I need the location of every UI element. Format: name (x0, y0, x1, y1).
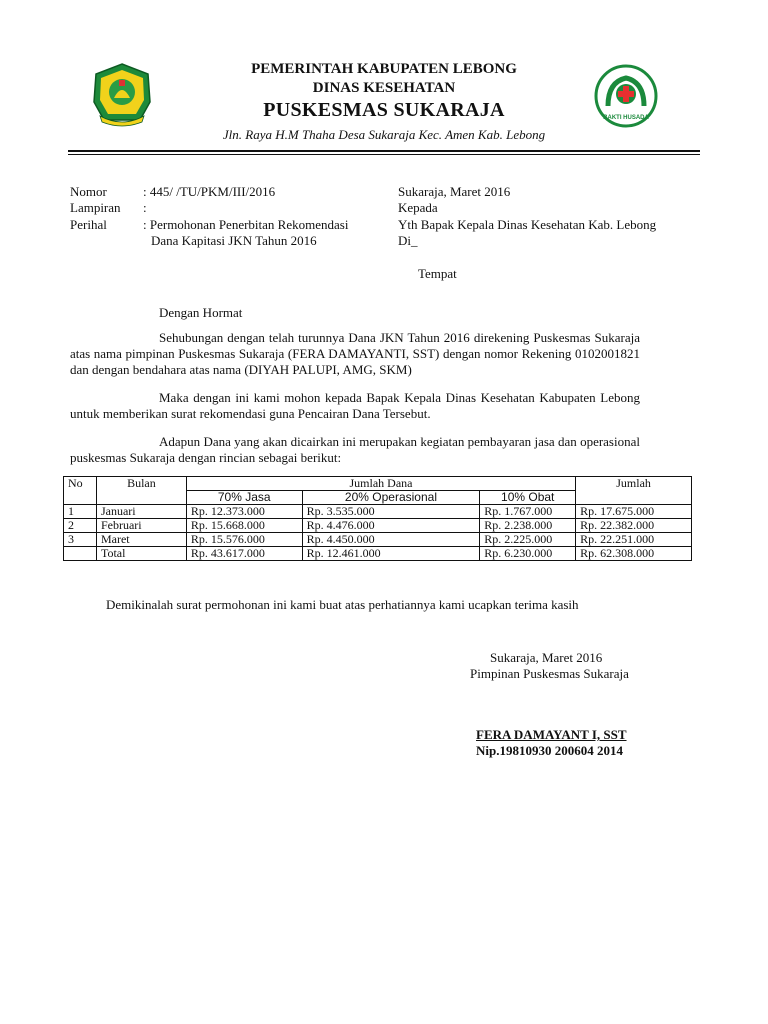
recipient-name: Yth Bapak Kepala Dinas Kesehatan Kab. Lebong (398, 217, 657, 232)
cell-jumlah: Rp. 22.251.000 (576, 533, 692, 547)
cell-bulan: Januari (96, 505, 186, 519)
cell-jumlah: Rp. 17.675.000 (576, 505, 692, 519)
lampiran-value: : (143, 200, 147, 215)
signatory-name: FERA DAMAYANT I, SST (476, 727, 627, 742)
header-no: No (64, 477, 97, 505)
header-jumlah: Jumlah (576, 477, 692, 505)
recipient-di: Di_ (398, 233, 418, 248)
kepada-text: Kepada (398, 200, 438, 215)
nomor-label: Nomor (70, 184, 107, 199)
perihal-value-1: : Permohonan Penerbitan Rekomendasi (143, 217, 349, 232)
signatory-nip: Nip.19810930 200604 2014 (476, 743, 623, 758)
header-operasional: 20% Operasional (302, 491, 480, 505)
cell-obat: Rp. 2.225.000 (480, 533, 576, 547)
lampiran-label: Lampiran (70, 200, 121, 215)
cell-obat: Rp. 6.230.000 (480, 547, 576, 561)
cell-no: 2 (64, 519, 97, 533)
salutation: Dengan Hormat (159, 305, 243, 320)
letterhead-rule-thick (68, 150, 700, 152)
table-row (64, 519, 692, 533)
cell-operasional: Rp. 4.476.000 (302, 519, 480, 533)
letterhead-line1: PEMERINTAH KABUPATEN LEBONG (251, 61, 517, 77)
cell-jasa: Rp. 15.668.000 (186, 519, 302, 533)
cell-operasional: Rp. 12.461.000 (302, 547, 480, 561)
dana-table (63, 476, 692, 561)
table-row (64, 533, 692, 547)
letterhead-rule-thin (68, 154, 700, 155)
cell-bulan: Februari (96, 519, 186, 533)
table-row (64, 505, 692, 519)
header-jasa: 70% Jasa (186, 491, 302, 505)
letterhead-address: Jln. Raya H.M Thaha Desa Sukaraja Kec. Amen Kab. Lebong (222, 127, 546, 142)
cell-jasa: Rp. 43.617.000 (186, 547, 302, 561)
letterhead-title: PUSKESMAS SUKARAJA (263, 99, 505, 121)
signature-date: Sukaraja, Maret 2016 (490, 650, 603, 665)
cell-operasional: Rp. 4.450.000 (302, 533, 480, 547)
header-bulan: Bulan (96, 477, 186, 505)
cell-no (64, 547, 97, 561)
paragraph-1: Sehubungan dengan telah turunnya Dana JKN Tahun 2016 direkening Puskesmas Sukaraja atas nama pimpinan Puskesmas Sukaraja (FERA DAMAYANTI, SST) dengan nomor Rekening 0102001821 dan dengan bendahara atas nama (DIYAH PALUPI, AMG, SKM) (70, 330, 640, 377)
letter-date: Sukaraja, Maret 2016 (398, 184, 511, 199)
paragraph-2: Maka dengan ini kami mohon kepada Bapak Kepala Dinas Kesehatan Kabupaten Lebong untuk memberikan surat rekomendasi guna Pencairan Dana Tersebut. (70, 390, 640, 421)
cell-bulan: Total (96, 547, 186, 561)
recipient-tempat: Tempat (418, 266, 457, 281)
paragraph-3: Adapun Dana yang akan dicairkan ini merupakan kegiatan pembayaran jasa dan operasional puskesmas Sukaraja dengan rincian sebagai berikut: (70, 434, 640, 465)
perihal-value-2: Dana Kapitasi JKN Tahun 2016 (151, 233, 317, 248)
header-jumlah-dana: Jumlah Dana (186, 477, 575, 491)
cell-jasa: Rp. 12.373.000 (186, 505, 302, 519)
table-header-row (64, 477, 692, 491)
cell-jumlah: Rp. 62.308.000 (576, 547, 692, 561)
nomor-value: : 445/ /TU/PKM/III/2016 (143, 184, 276, 199)
cell-obat: Rp. 2.238.000 (480, 519, 576, 533)
table-total-row (64, 547, 692, 561)
cell-no: 3 (64, 533, 97, 547)
perihal-label: Perihal (70, 217, 107, 232)
cell-operasional: Rp. 3.535.000 (302, 505, 480, 519)
bakti-husada-text: BAKTI HUSADA (603, 115, 649, 121)
closing-text: Demikinalah surat permohonan ini kami buat atas perhatiannya kami ucapkan terima kasih (106, 597, 579, 612)
signature-title: Pimpinan Puskesmas Sukaraja (470, 666, 629, 681)
cell-no: 1 (64, 505, 97, 519)
cell-obat: Rp. 1.767.000 (480, 505, 576, 519)
cell-bulan: Maret (96, 533, 186, 547)
cell-jumlah: Rp. 22.382.000 (576, 519, 692, 533)
header-obat: 10% Obat (480, 491, 576, 505)
cell-jasa: Rp. 15.576.000 (186, 533, 302, 547)
letterhead-line2: DINAS KESEHATAN (312, 80, 456, 96)
